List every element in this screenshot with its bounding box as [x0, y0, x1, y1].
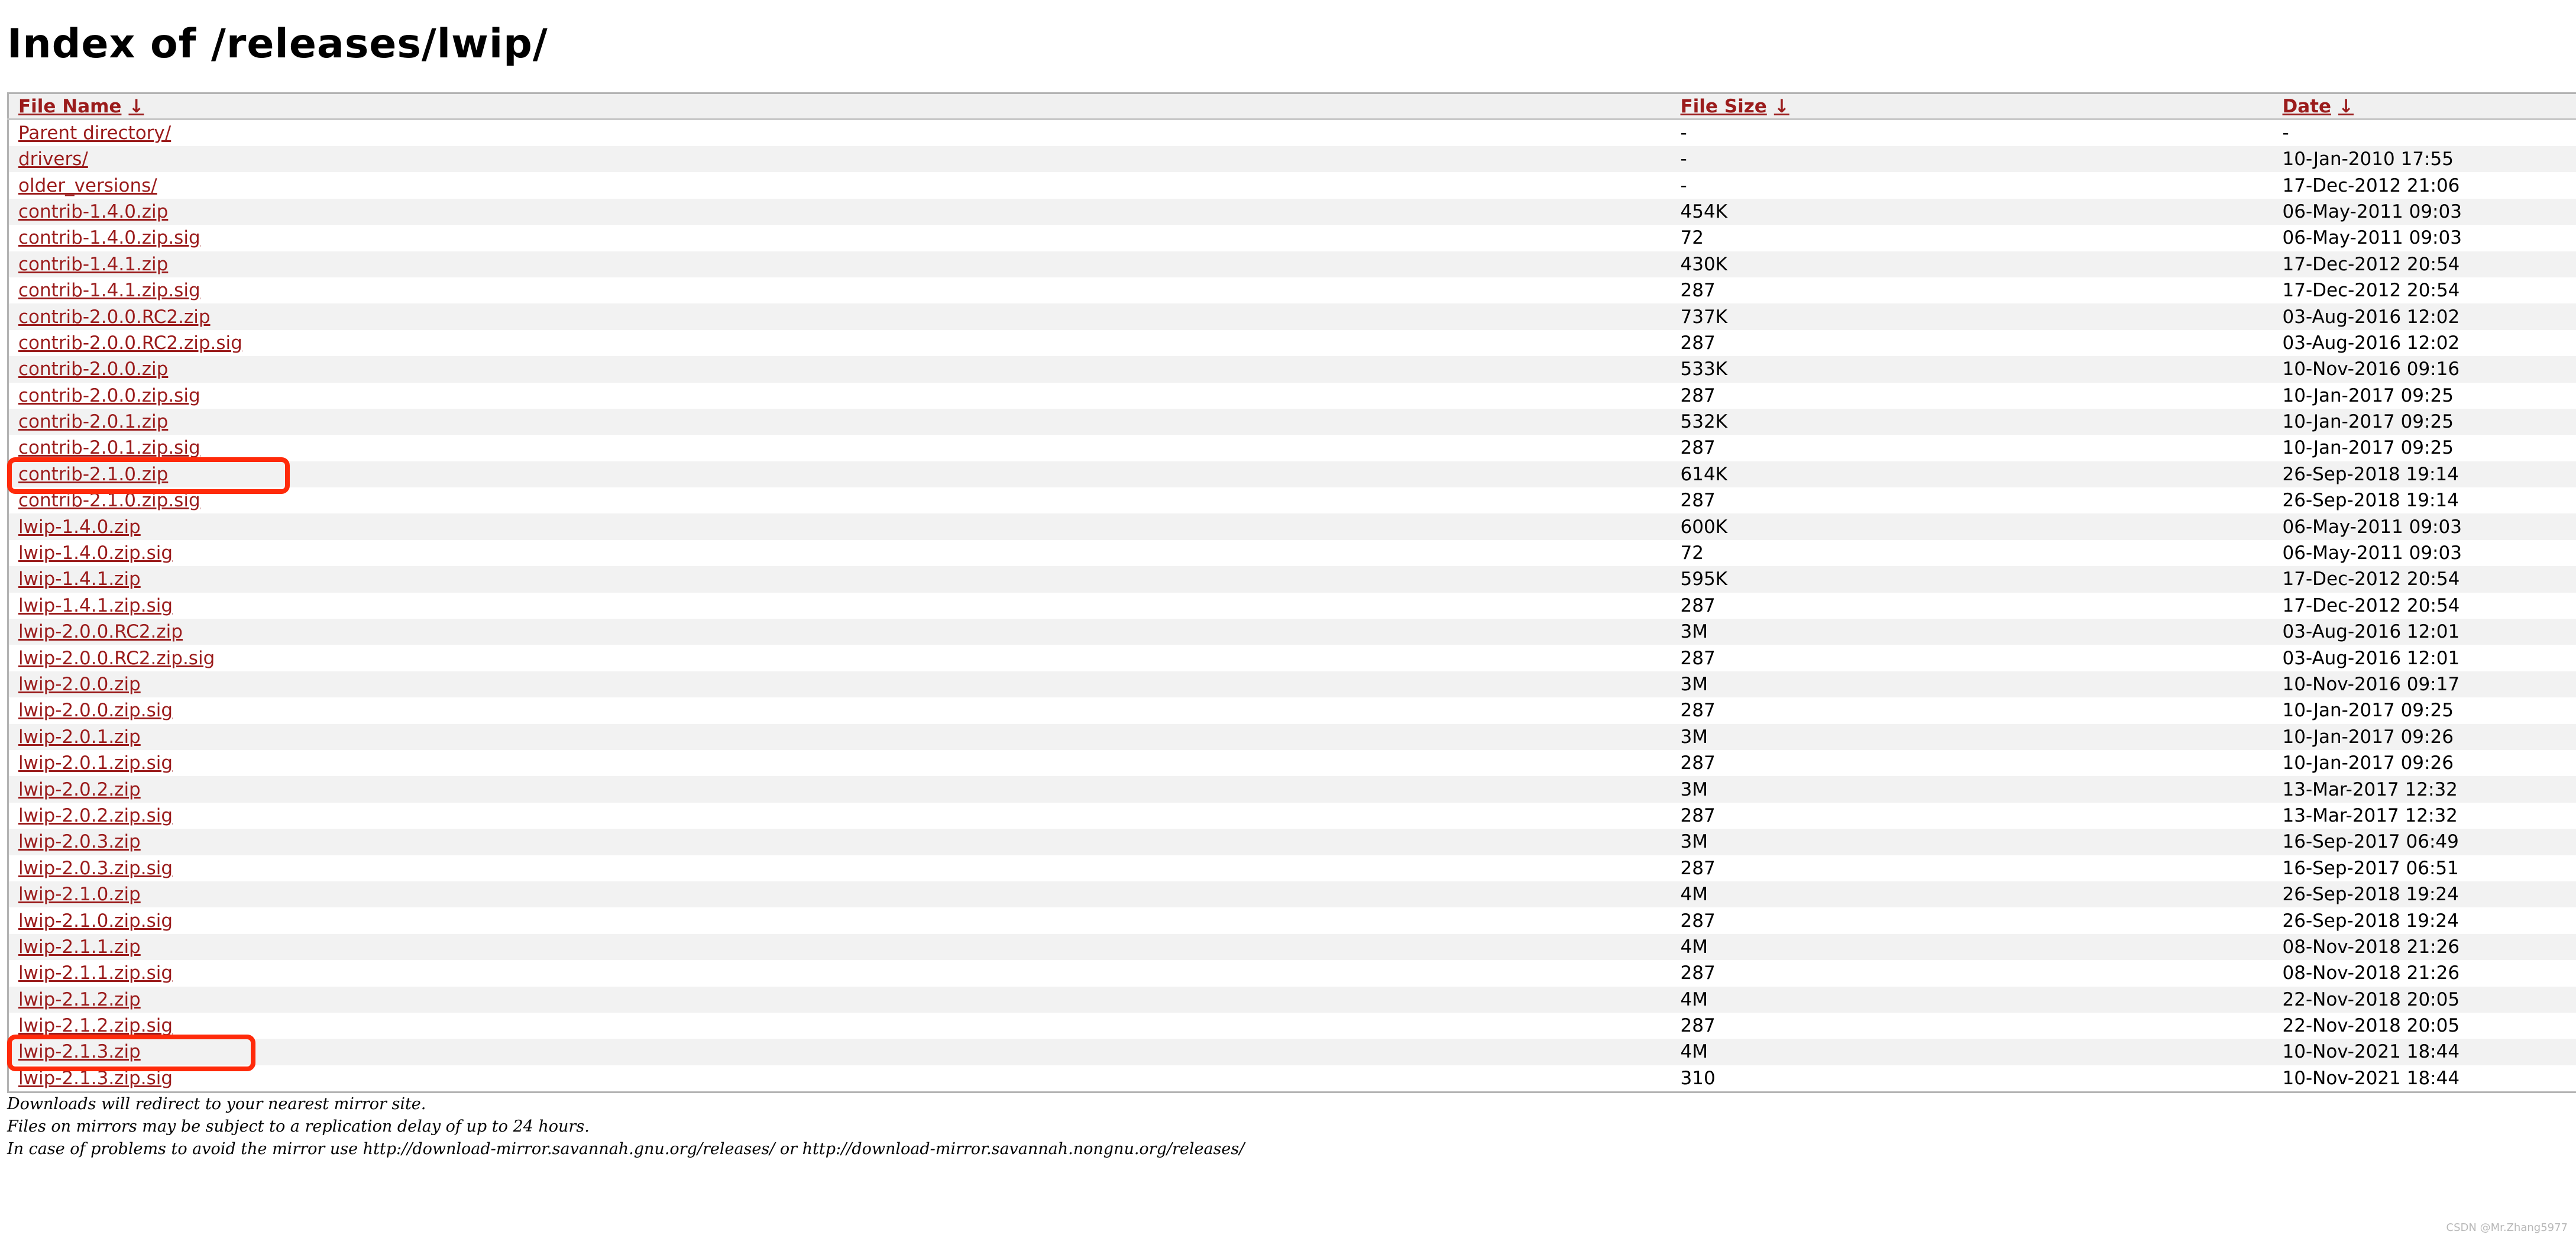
file-name-cell	[8, 303, 1671, 329]
file-link[interactable]: drivers/	[18, 148, 88, 170]
file-name-cell	[8, 855, 1671, 881]
file-name-cell	[8, 697, 1671, 723]
file-date-cell: 10-Jan-2017 09:25	[2282, 700, 2454, 722]
file-name-cell	[8, 330, 1671, 356]
file-date-cell: 26-Sep-2018 19:14	[2282, 463, 2459, 485]
table-row	[8, 829, 2576, 855]
file-listing-table	[7, 92, 2576, 1093]
file-date-cell: 10-Jan-2010 17:55	[2282, 148, 2454, 170]
file-name-cell	[8, 225, 1671, 251]
file-size-cell: 532K	[1680, 411, 1727, 433]
sort-arrow-icon: ↓	[128, 95, 144, 117]
watermark: CSDN @Mr.Zhang5977	[2446, 1221, 2568, 1234]
file-link[interactable]: lwip-2.0.3.zip.sig	[18, 857, 173, 879]
file-link[interactable]: lwip-2.0.0.RC2.zip	[18, 621, 183, 643]
file-name-cell	[8, 146, 1671, 172]
file-link[interactable]: lwip-1.4.0.zip.sig	[18, 542, 173, 564]
file-size-cell: 4M	[1680, 1041, 1708, 1063]
file-size-cell: 4M	[1680, 988, 1708, 1010]
file-link[interactable]: lwip-2.0.2.zip.sig	[18, 804, 173, 826]
file-name-cell	[8, 119, 1671, 147]
file-date-cell: 03-Aug-2016 12:02	[2282, 332, 2460, 354]
page-title: Index of /releases/lwip/	[7, 21, 548, 67]
file-link[interactable]: lwip-2.1.1.zip.sig	[18, 962, 173, 984]
file-date-cell: 06-May-2011 09:03	[2282, 516, 2462, 538]
file-name-cell	[8, 251, 1671, 277]
file-date-cell: 26-Sep-2018 19:24	[2282, 910, 2459, 932]
file-name-cell	[8, 934, 1671, 960]
table-row	[8, 409, 2576, 435]
mirror-note: In case of problems to avoid the mirror use http://download-mirror.savannah.gnu.org/releases/ or http://download-mirror.savannah.nongnu.org/releases/	[7, 1140, 1245, 1158]
file-date-cell: 10-Nov-2016 09:17	[2282, 674, 2460, 695]
file-name-cell	[8, 803, 1671, 829]
file-link[interactable]: contrib-2.0.0.RC2.zip	[18, 306, 211, 328]
file-date-cell: 22-Nov-2018 20:05	[2282, 988, 2460, 1010]
file-link[interactable]: contrib-2.0.1.zip.sig	[18, 437, 200, 459]
file-size-cell: 3M	[1680, 831, 1708, 853]
file-date-cell: 16-Sep-2017 06:49	[2282, 831, 2459, 853]
file-size-cell: 287	[1680, 280, 1716, 302]
table-row	[8, 172, 2576, 198]
file-date-cell: 17-Dec-2012 21:06	[2282, 174, 2460, 196]
table-row	[8, 461, 2576, 487]
file-size-cell: 287	[1680, 962, 1716, 984]
file-size-cell: 595K	[1680, 568, 1727, 590]
file-link[interactable]: contrib-2.0.0.RC2.zip.sig	[18, 332, 242, 354]
file-date-cell: 06-May-2011 09:03	[2282, 227, 2462, 249]
file-size-cell: 72	[1680, 227, 1704, 249]
file-date-cell: 10-Nov-2021 18:44	[2282, 1041, 2460, 1063]
file-link[interactable]: lwip-2.0.1.zip.sig	[18, 752, 173, 774]
file-date-cell: 10-Jan-2017 09:25	[2282, 411, 2454, 433]
file-name-cell	[8, 776, 1671, 802]
file-name-cell	[8, 461, 1671, 487]
file-size-cell: 614K	[1680, 463, 1727, 485]
sort-arrow-icon: ↓	[2338, 95, 2354, 117]
file-link[interactable]: lwip-1.4.1.zip	[18, 568, 141, 590]
file-link[interactable]: Parent directory/	[18, 122, 171, 144]
table-row	[8, 513, 2576, 539]
file-size-cell: -	[1680, 148, 1687, 170]
file-name-cell	[8, 487, 1671, 513]
table-row	[8, 645, 2576, 671]
file-link[interactable]: contrib-2.1.0.zip.sig	[18, 490, 200, 512]
file-date-cell: 16-Sep-2017 06:51	[2282, 857, 2459, 879]
file-link[interactable]: contrib-1.4.0.zip.sig	[18, 227, 200, 249]
file-name-cell	[8, 199, 1671, 225]
file-link[interactable]: contrib-2.1.0.zip	[18, 463, 169, 485]
table-row	[8, 383, 2576, 409]
file-date-cell: 22-Nov-2018 20:05	[2282, 1015, 2460, 1037]
file-size-cell: 287	[1680, 332, 1716, 354]
file-listing-body	[8, 119, 2576, 1093]
sort-by-date-link[interactable]: Date ↓	[2282, 95, 2354, 117]
file-link[interactable]: older_versions/	[18, 174, 157, 196]
table-row	[8, 960, 2576, 986]
file-size-cell: 287	[1680, 594, 1716, 616]
table-row	[8, 934, 2576, 960]
file-name-cell	[8, 409, 1671, 435]
table-row	[8, 750, 2576, 776]
file-name-cell	[8, 724, 1671, 750]
file-link[interactable]: contrib-1.4.0.zip	[18, 201, 169, 222]
table-row	[8, 1039, 2576, 1065]
file-link[interactable]: lwip-2.1.1.zip	[18, 936, 141, 958]
file-size-cell: 72	[1680, 542, 1704, 564]
file-size-cell: 3M	[1680, 674, 1708, 695]
file-name-cell	[8, 907, 1671, 933]
file-link[interactable]: contrib-2.0.0.zip	[18, 358, 169, 380]
file-name-cell	[8, 987, 1671, 1013]
file-name-cell	[8, 593, 1671, 619]
file-name-cell	[8, 356, 1671, 382]
file-date-cell: -	[2282, 122, 2289, 144]
file-name-cell	[8, 435, 1671, 461]
file-name-cell	[8, 829, 1671, 855]
file-link[interactable]: lwip-2.0.0.zip	[18, 674, 141, 695]
table-row	[8, 881, 2576, 907]
file-date-cell: 13-Mar-2017 12:32	[2282, 804, 2458, 826]
table-row	[8, 119, 2576, 147]
file-date-cell: 17-Dec-2012 20:54	[2282, 594, 2460, 616]
file-date-cell: 26-Sep-2018 19:14	[2282, 490, 2459, 512]
file-date-cell: 10-Nov-2021 18:44	[2273, 1065, 2576, 1093]
file-size-cell: -	[1680, 174, 1687, 196]
file-link[interactable]: contrib-2.0.0.zip.sig	[18, 384, 200, 406]
file-link[interactable]: contrib-1.4.1.zip	[18, 253, 169, 275]
table-row	[8, 146, 2576, 172]
file-date-cell: 06-May-2011 09:03	[2282, 542, 2462, 564]
file-date-cell: 17-Dec-2012 20:54	[2282, 280, 2460, 302]
file-link[interactable]: lwip-2.1.0.zip.sig	[18, 910, 173, 932]
file-name-cell	[8, 645, 1671, 671]
column-header-date	[2273, 93, 2576, 119]
file-name-cell	[8, 750, 1671, 776]
table-row	[8, 697, 2576, 723]
file-size-cell: 287	[1680, 490, 1716, 512]
file-date-cell: 10-Jan-2017 09:25	[2282, 437, 2454, 459]
file-size-cell: 287	[1680, 384, 1716, 406]
table-row	[8, 987, 2576, 1013]
file-name-cell	[8, 881, 1671, 907]
file-size-cell: 3M	[1680, 726, 1708, 748]
file-link[interactable]: contrib-2.0.1.zip	[18, 411, 169, 433]
file-date-cell: 10-Jan-2017 09:26	[2282, 726, 2454, 748]
file-date-cell: 26-Sep-2018 19:24	[2282, 884, 2459, 906]
table-row	[8, 251, 2576, 277]
table-row	[8, 330, 2576, 356]
file-link[interactable]: lwip-1.4.0.zip	[18, 516, 141, 538]
file-size-cell: 287	[1680, 1015, 1716, 1037]
mirror-note: Downloads will redirect to your nearest mirror site.	[7, 1095, 426, 1113]
file-size-cell: 287	[1680, 647, 1716, 669]
file-size-cell: 533K	[1680, 358, 1727, 380]
sort-arrow-icon: ↓	[1774, 95, 1789, 117]
file-size-cell: 430K	[1680, 253, 1727, 275]
file-size-cell: 454K	[1680, 201, 1727, 222]
table-row	[8, 1013, 2576, 1039]
file-name-cell	[8, 383, 1671, 409]
file-size-cell: 4M	[1680, 936, 1708, 958]
file-date-cell: 03-Aug-2016 12:01	[2282, 647, 2460, 669]
file-date-cell: 08-Nov-2018 21:26	[2282, 936, 2460, 958]
column-header-file-size	[1671, 93, 2273, 119]
table-row	[8, 540, 2576, 566]
file-link[interactable]: lwip-2.1.0.zip	[18, 884, 141, 906]
file-date-cell: 17-Dec-2012 20:54	[2282, 253, 2460, 275]
file-name-cell	[8, 566, 1671, 592]
file-link[interactable]: lwip-2.1.2.zip.sig	[18, 1015, 173, 1037]
file-name-cell	[8, 513, 1671, 539]
file-date-cell: 10-Jan-2017 09:25	[2282, 384, 2454, 406]
table-row	[8, 776, 2576, 802]
file-size-cell: 287	[1680, 752, 1716, 774]
table-row	[8, 803, 2576, 829]
file-size-cell: 287	[1680, 910, 1716, 932]
file-name-cell	[8, 960, 1671, 986]
file-name-cell	[8, 671, 1671, 697]
file-name-cell	[8, 1013, 1671, 1039]
file-name-cell	[8, 619, 1671, 645]
file-name-cell	[8, 172, 1671, 198]
mirror-note: Files on mirrors may be subject to a replication delay of up to 24 hours.	[7, 1117, 590, 1136]
file-date-cell: 03-Aug-2016 12:02	[2282, 306, 2460, 328]
file-size-cell: 310	[1671, 1065, 2273, 1093]
table-row	[8, 671, 2576, 697]
file-size-cell: 287	[1680, 857, 1716, 879]
file-size-cell: 287	[1680, 700, 1716, 722]
file-link[interactable]: lwip-2.0.0.zip.sig	[18, 700, 173, 722]
table-row	[8, 593, 2576, 619]
file-name-cell	[8, 1065, 1671, 1093]
sort-by-file-size-link[interactable]: File Size ↓	[1680, 95, 1789, 117]
file-date-cell: 17-Dec-2012 20:54	[2282, 568, 2460, 590]
mirror-notes	[7, 1093, 1244, 1161]
file-name-cell	[8, 277, 1671, 303]
file-link[interactable]: lwip-2.0.1.zip	[18, 726, 141, 748]
file-date-cell: 06-May-2011 09:03	[2282, 201, 2462, 222]
file-link[interactable]: lwip-2.1.2.zip	[18, 988, 141, 1010]
file-size-cell: 737K	[1680, 306, 1727, 328]
table-row	[8, 487, 2576, 513]
table-row	[8, 356, 2576, 382]
table-row	[8, 1065, 2576, 1093]
table-row	[8, 724, 2576, 750]
table-row	[8, 303, 2576, 329]
file-date-cell: 13-Mar-2017 12:32	[2282, 778, 2458, 800]
file-size-cell: 4M	[1680, 884, 1708, 906]
table-row	[8, 619, 2576, 645]
table-row	[8, 907, 2576, 933]
file-link[interactable]: lwip-2.1.3.zip	[18, 1041, 141, 1063]
file-size-cell: 3M	[1680, 621, 1708, 643]
file-link[interactable]: lwip-2.1.3.zip.sig	[18, 1067, 173, 1089]
file-size-cell: 600K	[1680, 516, 1727, 538]
file-size-cell: 287	[1680, 804, 1716, 826]
file-link[interactable]: lwip-2.0.3.zip	[18, 831, 141, 853]
file-size-cell: 3M	[1680, 778, 1708, 800]
file-link[interactable]: lwip-2.0.0.RC2.zip.sig	[18, 647, 215, 669]
file-size-cell: -	[1680, 122, 1687, 144]
table-row	[8, 435, 2576, 461]
file-link[interactable]: lwip-1.4.1.zip.sig	[18, 594, 173, 616]
table-row	[8, 855, 2576, 881]
file-size-cell: 287	[1680, 437, 1716, 459]
sort-by-file-name-link[interactable]: File Name ↓	[18, 95, 144, 117]
table-row	[8, 277, 2576, 303]
table-header-row	[8, 93, 2576, 119]
table-row	[8, 225, 2576, 251]
file-link[interactable]: lwip-2.0.2.zip	[18, 778, 141, 800]
file-date-cell: 03-Aug-2016 12:01	[2282, 621, 2460, 643]
file-name-cell	[8, 540, 1671, 566]
column-header-file-name	[8, 93, 1671, 119]
file-date-cell: 10-Nov-2016 09:16	[2282, 358, 2460, 380]
file-date-cell: 10-Jan-2017 09:26	[2282, 752, 2454, 774]
file-name-cell	[8, 1039, 1671, 1065]
table-row	[8, 566, 2576, 592]
table-row	[8, 199, 2576, 225]
file-link[interactable]: contrib-1.4.1.zip.sig	[18, 280, 200, 302]
file-date-cell: 08-Nov-2018 21:26	[2282, 962, 2460, 984]
